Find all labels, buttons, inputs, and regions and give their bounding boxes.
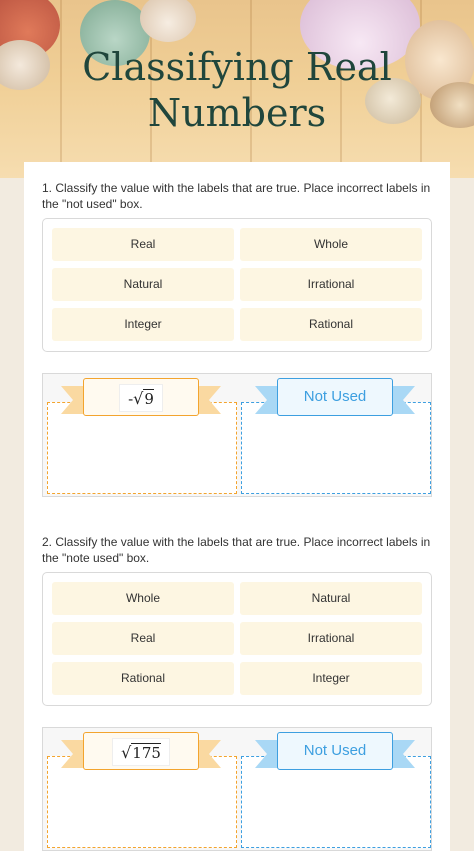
label-chip[interactable]: Natural — [52, 268, 234, 301]
value-expression: -√9 — [119, 384, 163, 412]
value-ribbon — [61, 732, 221, 772]
label-chip[interactable]: Whole — [240, 228, 422, 261]
seashell-icon — [140, 0, 196, 42]
value-expression: √175 — [112, 738, 170, 766]
question-1-sort-area — [42, 373, 432, 497]
label-chip[interactable]: Rational — [52, 662, 234, 695]
question-2-label-bank — [42, 572, 432, 706]
worksheet — [24, 162, 450, 851]
label-chip[interactable]: Irrational — [240, 622, 422, 655]
question-1-prompt: 1. Classify the value with the labels that are true. Place incorrect labels in the "not used" box. — [42, 181, 431, 211]
label-chip[interactable]: Whole — [52, 582, 234, 615]
value-ribbon — [61, 378, 221, 418]
question-1-label-bank — [42, 218, 432, 352]
label-chip[interactable]: Rational — [240, 308, 422, 341]
question-2-prompt: 2. Classify the value with the labels that are true. Place incorrect labels in the "note used" box. — [42, 535, 431, 565]
question-2-sort-area — [42, 727, 432, 851]
not-used-ribbon — [255, 732, 415, 772]
label-chip[interactable]: Real — [52, 622, 234, 655]
label-chip[interactable]: Integer — [52, 308, 234, 341]
label-chip[interactable]: Irrational — [240, 268, 422, 301]
label-chip[interactable]: Real — [52, 228, 234, 261]
label-chip[interactable]: Natural — [240, 582, 422, 615]
not-used-label: Not Used — [277, 732, 393, 770]
not-used-ribbon — [255, 378, 415, 418]
not-used-label: Not Used — [277, 378, 393, 416]
label-chip[interactable]: Integer — [240, 662, 422, 695]
header-banner — [0, 0, 474, 178]
page-title: Classifying Real Numbers — [82, 45, 392, 135]
